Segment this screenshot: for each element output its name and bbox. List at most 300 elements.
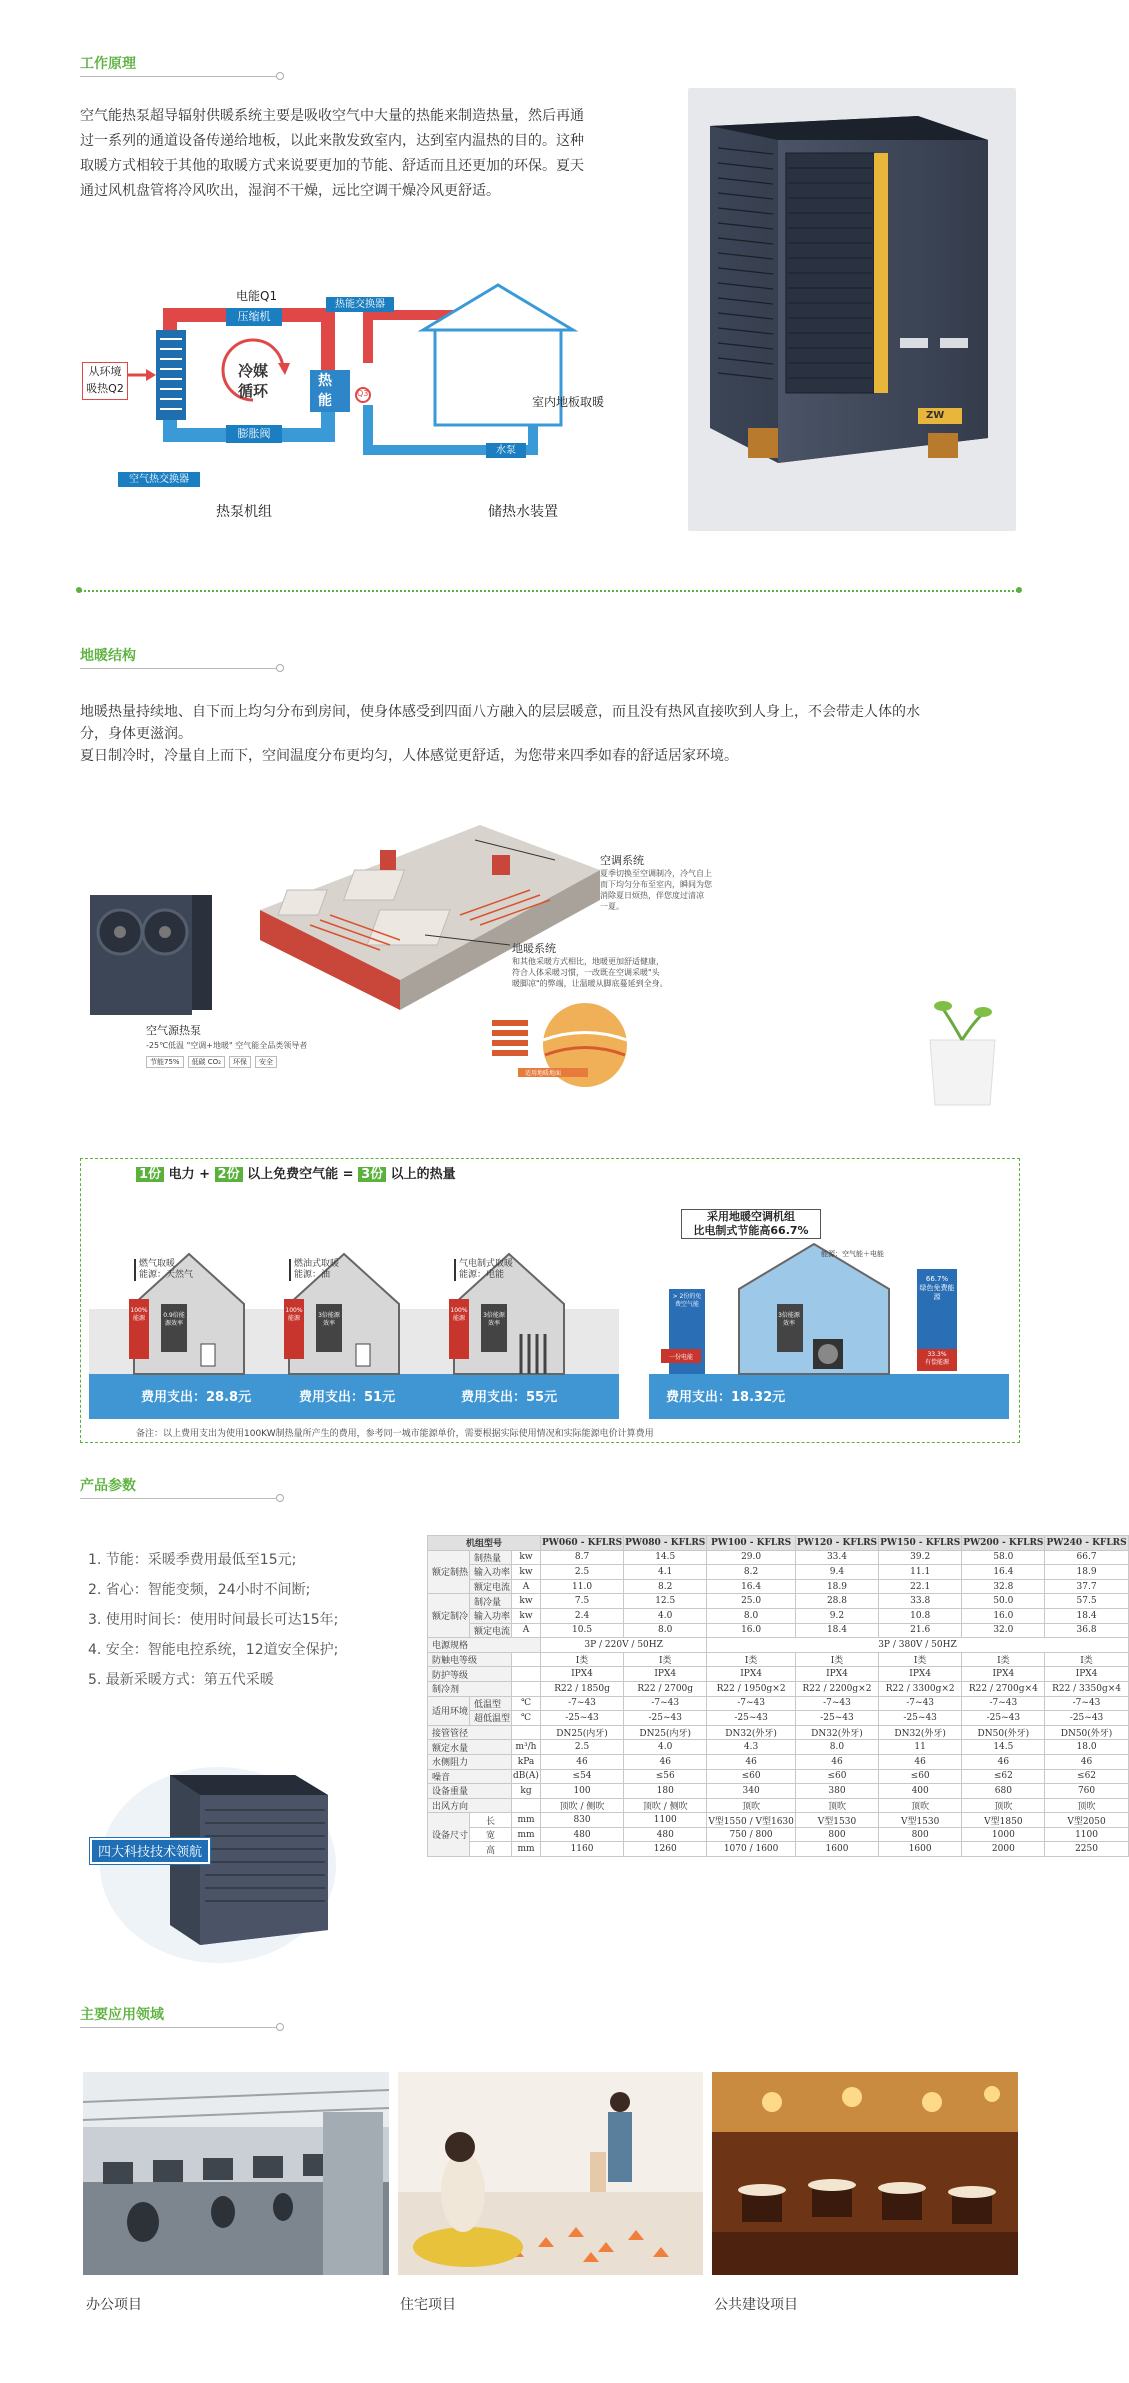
table-cell: 180 bbox=[624, 1784, 707, 1799]
table-cell: -7~43 bbox=[540, 1696, 623, 1711]
table-cell: 顶吹 bbox=[707, 1798, 796, 1813]
badge-safety: 安全 bbox=[255, 1056, 277, 1068]
table-cell: 1600 bbox=[795, 1842, 878, 1857]
table-cell: 33.4 bbox=[795, 1550, 878, 1565]
sub-label: 输入功率 bbox=[470, 1608, 512, 1623]
table-row bbox=[428, 1550, 1129, 1565]
table-cell: 36.8 bbox=[1045, 1623, 1128, 1638]
table-cell: 46 bbox=[707, 1754, 796, 1769]
section-title-params: 产品参数 bbox=[80, 1478, 136, 1494]
header-num-2: 2份 bbox=[215, 1167, 243, 1182]
table-cell: 50.0 bbox=[962, 1594, 1045, 1609]
table-row bbox=[428, 1842, 1129, 1857]
badge-eco: 环保 bbox=[229, 1056, 251, 1068]
table-cell: I类 bbox=[962, 1652, 1045, 1667]
sub-label: 制热量 bbox=[470, 1550, 512, 1565]
office-photo bbox=[83, 2072, 389, 2275]
header-num-3: 3份 bbox=[358, 1167, 386, 1182]
house-2-cost: 费用支出：51元 bbox=[299, 1390, 396, 1405]
table-cell: 760 bbox=[1045, 1784, 1128, 1799]
row-label: 防触电等级 bbox=[428, 1652, 512, 1667]
table-cell: -25~43 bbox=[707, 1711, 796, 1726]
residential-photo bbox=[398, 2072, 703, 2275]
table-cell: IPX4 bbox=[962, 1667, 1045, 1682]
table-cell: V型1550 / V型1630 bbox=[707, 1813, 796, 1828]
table-cell: I类 bbox=[624, 1652, 707, 1667]
section-title-principle: 工作原理 bbox=[80, 56, 136, 72]
table-cell: 4.0 bbox=[624, 1608, 707, 1623]
floor-line: 暖脚凉"的弊端，让温暖从脚底蔓延到全身。 bbox=[512, 979, 668, 988]
principle-paragraph bbox=[80, 104, 660, 204]
pct-paid-label: 有偿能源 bbox=[924, 1359, 949, 1366]
group-label: 适用环境 bbox=[428, 1696, 470, 1725]
callout-title: 采用地暖空调机组 bbox=[707, 1210, 795, 1223]
table-row bbox=[428, 1725, 1129, 1740]
house-3-side: 100%能源 bbox=[450, 1307, 468, 1322]
section-underline bbox=[80, 2027, 276, 2028]
header-text-2: 以上免费空气能 = bbox=[242, 1167, 359, 1182]
table-cell: 830 bbox=[540, 1813, 623, 1828]
heat-pump-unit-image bbox=[688, 88, 1016, 531]
pct-green-label: 绿色免费能源 bbox=[919, 1284, 955, 1301]
product-tech-image bbox=[97, 1755, 336, 1963]
house-1-box: 0.9倍能源效率 bbox=[163, 1312, 185, 1327]
table-cell: 8.7 bbox=[540, 1550, 623, 1565]
table-cell: 22.1 bbox=[879, 1579, 962, 1594]
table-cell: ≤60 bbox=[795, 1769, 878, 1784]
table-row bbox=[428, 1608, 1129, 1623]
floor-line: 和其他采暖方式相比，地暖更加舒适健康， bbox=[512, 957, 664, 966]
table-cell: -25~43 bbox=[1045, 1711, 1128, 1726]
section-underline bbox=[80, 668, 276, 669]
storage-label: 储热水装置 bbox=[488, 504, 558, 520]
pct-green-value: 66.7% bbox=[925, 1275, 949, 1283]
tag-line: 能源：电能 bbox=[459, 1270, 505, 1280]
table-row bbox=[428, 1740, 1129, 1755]
table-row bbox=[428, 1652, 1129, 1667]
para-line: 夏日制冷时，冷量自上而下，空间温度分布更均匀，人体感觉更舒适，为您带来四季如春的舒适居家环境。 bbox=[80, 748, 738, 764]
table-row bbox=[428, 1594, 1129, 1609]
table-cell: 37.7 bbox=[1045, 1579, 1128, 1594]
header-cell: PW100 - KFLRS bbox=[707, 1536, 796, 1551]
para-line: 空气能热泵超导辐射供暖系统主要是吸收空气中大量的热能来制造热量，然后再通 bbox=[80, 108, 584, 124]
ac-line: 夏季切换至空调制冷，冷气自上 bbox=[600, 869, 712, 878]
table-cell: ≤62 bbox=[1045, 1769, 1128, 1784]
section-separator bbox=[80, 590, 1018, 592]
table-cell: 顶吹 / 侧吹 bbox=[540, 1798, 623, 1813]
table-cell: 2.5 bbox=[540, 1565, 623, 1580]
air-source-pump-desc: -25℃低温 "空调+地暖" 空气能全品类领导者 bbox=[146, 1041, 308, 1050]
table-cell: 18.9 bbox=[795, 1579, 878, 1594]
table-cell: 顶吹 / 侧吹 bbox=[624, 1798, 707, 1813]
table-cell: 1600 bbox=[879, 1842, 962, 1857]
table-cell: 28.8 bbox=[795, 1594, 878, 1609]
ac-line: 而下均匀分布至室内，瞬间为您 bbox=[600, 880, 712, 889]
comparison-note: 备注：以上费用支出为使用100KW制热量所产生的费用，参考同一城市能源单价，需要根据实际使用情况和实际能源电价计算费用 bbox=[136, 1429, 654, 1439]
cycle-text: 循环 bbox=[238, 382, 269, 400]
feature-item: 5. 最新采暖方式：第五代采暖 bbox=[88, 1672, 274, 1688]
table-cell: -25~43 bbox=[962, 1711, 1045, 1726]
table-cell: 800 bbox=[795, 1827, 878, 1842]
tech-badge: 四大科技技术领航 bbox=[90, 1838, 210, 1864]
table-cell: DN25(内牙) bbox=[540, 1725, 623, 1740]
section-underline bbox=[80, 1498, 276, 1499]
tag-line: 能源：天然气 bbox=[139, 1270, 194, 1280]
table-cell: 8.2 bbox=[624, 1579, 707, 1594]
feature-item: 4. 安全：智能电控系统，12道安全保护; bbox=[88, 1642, 339, 1658]
table-cell: -25~43 bbox=[879, 1711, 962, 1726]
floor-line: 符合人体采暖习惯，一改既在空调采暖"头 bbox=[512, 968, 660, 977]
table-cell: IPX4 bbox=[795, 1667, 878, 1682]
table-cell: 16.4 bbox=[707, 1579, 796, 1594]
table-cell: V型1850 bbox=[962, 1813, 1045, 1828]
heat-energy-label bbox=[318, 371, 332, 411]
tag-line: 燃油式取暖 bbox=[294, 1259, 340, 1269]
table-cell: V型1530 bbox=[879, 1813, 962, 1828]
sub-label: 低温型 bbox=[470, 1696, 512, 1711]
badge-low-carbon: 低碳 CO₂ bbox=[188, 1056, 225, 1068]
spec-table bbox=[427, 1535, 1129, 1857]
air-source-pump-title: 空气源热泵 bbox=[146, 1024, 201, 1037]
q3-label: Q3 bbox=[357, 389, 369, 398]
table-cell: 8.0 bbox=[795, 1740, 878, 1755]
table-cell: 14.5 bbox=[962, 1740, 1045, 1755]
ac-system-desc bbox=[600, 868, 712, 912]
table-cell: IPX4 bbox=[879, 1667, 962, 1682]
feature-item: 1. 节能：采暖季费用最低至15元; bbox=[88, 1552, 297, 1568]
table-cell: 2000 bbox=[962, 1842, 1045, 1857]
table-cell: 46 bbox=[540, 1754, 623, 1769]
row-label: 额定水量 bbox=[428, 1740, 512, 1755]
table-cell: 1100 bbox=[624, 1813, 707, 1828]
unit-cell: mm bbox=[512, 1842, 541, 1857]
application-office-label: 办公项目 bbox=[86, 2297, 142, 2313]
table-cell: 11.0 bbox=[540, 1579, 623, 1594]
feature-list bbox=[88, 1545, 338, 1695]
table-cell: 顶吹 bbox=[795, 1798, 878, 1813]
table-cell: R22 / 2200g×2 bbox=[795, 1681, 878, 1696]
unit-cell: mm bbox=[512, 1827, 541, 1842]
application-residential-label: 住宅项目 bbox=[400, 2297, 456, 2313]
heat-pump-box: 3倍能源效率 bbox=[778, 1312, 800, 1327]
compressor-label: 压缩机 bbox=[226, 308, 282, 326]
table-cell: 8.2 bbox=[707, 1565, 796, 1580]
row-label: 电源规格 bbox=[428, 1638, 541, 1653]
house-2-side: 100%能源 bbox=[285, 1307, 303, 1322]
pump-label: 水泵 bbox=[486, 443, 526, 458]
from-env-label: 从环境 bbox=[88, 365, 122, 378]
house-2-box: 3倍能源效率 bbox=[318, 1312, 340, 1327]
row-label: 出风方向 bbox=[428, 1798, 512, 1813]
unit-cell bbox=[512, 1681, 541, 1696]
row-label: 防护等级 bbox=[428, 1667, 512, 1682]
table-cell: -7~43 bbox=[962, 1696, 1045, 1711]
sub-label: 输入功率 bbox=[470, 1565, 512, 1580]
group-label: 额定制热 bbox=[428, 1550, 470, 1594]
table-cell: ≤60 bbox=[707, 1769, 796, 1784]
table-cell: 100 bbox=[540, 1784, 623, 1799]
table-cell: 33.8 bbox=[879, 1594, 962, 1609]
table-cell: 32.0 bbox=[962, 1623, 1045, 1638]
table-cell: V型1530 bbox=[795, 1813, 878, 1828]
sub-label: 高 bbox=[470, 1842, 512, 1857]
table-row bbox=[428, 1711, 1129, 1726]
header-cell: PW080 - KFLRS bbox=[624, 1536, 707, 1551]
table-cell: DN32(外牙) bbox=[879, 1725, 962, 1740]
callout-subtitle: 比电制式节能高66.7% bbox=[693, 1224, 809, 1237]
public-building-photo bbox=[712, 2072, 1018, 2275]
table-cell: 1070 / 1600 bbox=[707, 1842, 796, 1857]
table-cell: I类 bbox=[1045, 1652, 1128, 1667]
table-cell: 21.6 bbox=[879, 1623, 962, 1638]
table-cell: 3P / 220V / 50HZ bbox=[540, 1638, 706, 1653]
heat-pump-callout bbox=[681, 1209, 821, 1239]
residential-graphic bbox=[398, 2072, 703, 2275]
feature-item: 2. 省心：智能变频，24小时不间断; bbox=[88, 1582, 311, 1598]
table-cell: 顶吹 bbox=[879, 1798, 962, 1813]
group-label: 额定制冷 bbox=[428, 1594, 470, 1638]
unit-cell bbox=[512, 1652, 541, 1667]
unit-badge: ZW bbox=[926, 410, 945, 421]
table-cell: 9.4 bbox=[795, 1565, 878, 1580]
table-row bbox=[428, 1827, 1129, 1842]
header-text-3: 以上的热量 bbox=[386, 1167, 456, 1182]
table-cell: 57.5 bbox=[1045, 1594, 1128, 1609]
table-row bbox=[428, 1565, 1129, 1580]
from-env-box bbox=[82, 362, 128, 400]
sub-label: 额定电流 bbox=[470, 1623, 512, 1638]
unit-cell bbox=[512, 1725, 541, 1740]
row-label: 接管管径 bbox=[428, 1725, 512, 1740]
refrigerant-cycle-label bbox=[238, 361, 268, 401]
table-cell: IPX4 bbox=[707, 1667, 796, 1682]
table-cell: 16.0 bbox=[962, 1608, 1045, 1623]
table-cell: ≤62 bbox=[962, 1769, 1045, 1784]
floor-system-title: 地暖系统 bbox=[512, 942, 556, 955]
section-title-applications: 主要应用领域 bbox=[80, 2007, 164, 2023]
unit-cell: A bbox=[512, 1579, 541, 1594]
section-title-floor-heating: 地暖结构 bbox=[80, 648, 136, 664]
house-1-cost: 费用支出：28.8元 bbox=[141, 1390, 252, 1405]
table-cell: V型2050 bbox=[1045, 1813, 1128, 1828]
table-cell: 400 bbox=[879, 1784, 962, 1799]
table-cell: 1160 bbox=[540, 1842, 623, 1857]
para-line: 过一系列的通道设备传递给地板，以此来散发致室内，达到室内温热的目的。这种 bbox=[80, 133, 584, 149]
absorb-label: 吸热Q2 bbox=[86, 382, 124, 395]
table-row bbox=[428, 1769, 1129, 1784]
unit-cell: dB(A) bbox=[512, 1769, 541, 1784]
unit-cell: ℃ bbox=[512, 1696, 541, 1711]
unit-cell: kw bbox=[512, 1565, 541, 1580]
table-row bbox=[428, 1623, 1129, 1638]
sub-label: 制冷量 bbox=[470, 1594, 512, 1609]
unit-cell: kw bbox=[512, 1608, 541, 1623]
table-cell: I类 bbox=[795, 1652, 878, 1667]
header-text-1: 电力 + bbox=[164, 1167, 215, 1182]
pct-green bbox=[917, 1275, 957, 1302]
unit-cell: m³/h bbox=[512, 1740, 541, 1755]
section-underline bbox=[80, 76, 276, 77]
indoor-floor-label: 室内地板取暖 bbox=[532, 395, 605, 409]
header-cell: PW240 - KFLRS bbox=[1045, 1536, 1128, 1551]
table-cell: -25~43 bbox=[795, 1711, 878, 1726]
unit-cell: kw bbox=[512, 1550, 541, 1565]
one-power-label: 一份电能 bbox=[668, 1354, 693, 1361]
table-cell: -7~43 bbox=[879, 1696, 962, 1711]
group-label: 设备尺寸 bbox=[428, 1813, 470, 1857]
house-3-tag bbox=[454, 1259, 513, 1281]
para-line: 分，身体更滋润。 bbox=[80, 726, 192, 742]
table-cell: R22 / 3300g×2 bbox=[879, 1681, 962, 1696]
table-cell: DN32(外牙) bbox=[795, 1725, 878, 1740]
sub-label: 超低温型 bbox=[470, 1711, 512, 1726]
table-cell: 8.0 bbox=[624, 1623, 707, 1638]
unit-cell bbox=[512, 1798, 541, 1813]
free-air-label: > 2份的免费空气能 bbox=[672, 1293, 702, 1308]
pct-paid bbox=[917, 1351, 957, 1367]
public-graphic bbox=[712, 2072, 1018, 2275]
table-cell: 1100 bbox=[1045, 1827, 1128, 1842]
house-1-tag bbox=[134, 1259, 193, 1281]
table-cell: 58.0 bbox=[962, 1550, 1045, 1565]
spec-table-wrap bbox=[427, 1535, 1127, 1857]
electric-label: 电能Q1 bbox=[236, 289, 278, 303]
para-line: 通过风机盘管将冷风吹出，湿润不干燥，远比空调干燥冷风更舒适。 bbox=[80, 183, 500, 199]
table-cell: 800 bbox=[879, 1827, 962, 1842]
application-public-label: 公共建设项目 bbox=[714, 2297, 798, 2313]
header-cell: PW120 - KFLRS bbox=[795, 1536, 878, 1551]
table-cell: -7~43 bbox=[707, 1696, 796, 1711]
table-cell: 340 bbox=[707, 1784, 796, 1799]
table-row bbox=[428, 1638, 1129, 1653]
table-cell: 480 bbox=[540, 1827, 623, 1842]
floor-heating-paragraph bbox=[80, 701, 1020, 767]
house-3-cost: 费用支出：55元 bbox=[461, 1390, 558, 1405]
house-3-box: 3倍能源效率 bbox=[483, 1312, 505, 1327]
table-cell: 18.4 bbox=[795, 1623, 878, 1638]
table-cell: 4.1 bbox=[624, 1565, 707, 1580]
table-cell: DN25(内牙) bbox=[624, 1725, 707, 1740]
house-1-side: 100%能源 bbox=[130, 1307, 148, 1322]
table-cell: IPX4 bbox=[624, 1667, 707, 1682]
table-cell: 66.7 bbox=[1045, 1550, 1128, 1565]
table-header-row bbox=[428, 1536, 1129, 1551]
table-cell: 18.4 bbox=[1045, 1608, 1128, 1623]
unit-cell: kw bbox=[512, 1594, 541, 1609]
tag-line: 气电制式取暖 bbox=[459, 1259, 514, 1269]
header-cell: 机组型号 bbox=[428, 1536, 541, 1551]
table-cell: 25.0 bbox=[707, 1594, 796, 1609]
unit-cell: ℃ bbox=[512, 1711, 541, 1726]
sub-label: 额定电流 bbox=[470, 1579, 512, 1594]
table-cell: 7.5 bbox=[540, 1594, 623, 1609]
table-cell: 680 bbox=[962, 1784, 1045, 1799]
table-cell: 2250 bbox=[1045, 1842, 1128, 1857]
table-row bbox=[428, 1798, 1129, 1813]
table-cell: I类 bbox=[540, 1652, 623, 1667]
row-label: 水侧阻力 bbox=[428, 1754, 512, 1769]
table-row bbox=[428, 1813, 1129, 1828]
table-cell: 顶吹 bbox=[1045, 1798, 1128, 1813]
table-cell: 10.5 bbox=[540, 1623, 623, 1638]
row-label: 设备重量 bbox=[428, 1784, 512, 1799]
table-cell: 46 bbox=[795, 1754, 878, 1769]
table-cell: 16.4 bbox=[962, 1565, 1045, 1580]
heat-pump-cost: 费用支出：18.32元 bbox=[666, 1390, 786, 1405]
table-cell: DN50(外牙) bbox=[962, 1725, 1045, 1740]
table-cell: -7~43 bbox=[624, 1696, 707, 1711]
table-cell: 46 bbox=[1045, 1754, 1128, 1769]
refrigerant-text: 冷媒 bbox=[238, 362, 269, 380]
heat-pump-diagram bbox=[78, 275, 678, 530]
table-cell: 16.0 bbox=[707, 1623, 796, 1638]
house-2-tag bbox=[289, 1259, 339, 1281]
table-cell: R22 / 1850g bbox=[540, 1681, 623, 1696]
row-label: 噪音 bbox=[428, 1769, 512, 1784]
tag-line: 燃气取暖 bbox=[139, 1259, 176, 1269]
table-cell: 3P / 380V / 50HZ bbox=[707, 1638, 1128, 1653]
table-cell: 9.2 bbox=[795, 1608, 878, 1623]
table-cell: 29.0 bbox=[707, 1550, 796, 1565]
table-cell: 4.0 bbox=[624, 1740, 707, 1755]
unit-cell: mm bbox=[512, 1813, 541, 1828]
table-row bbox=[428, 1681, 1129, 1696]
tag-line: 能源：油 bbox=[294, 1270, 331, 1280]
unit-cell: kg bbox=[512, 1784, 541, 1799]
table-cell: -7~43 bbox=[1045, 1696, 1128, 1711]
floor-heating-illustration bbox=[80, 800, 1020, 1130]
table-cell: R22 / 3350g×4 bbox=[1045, 1681, 1128, 1696]
ac-line: 消除夏日烦热，伴您度过清凉 bbox=[600, 891, 704, 900]
table-cell: IPX4 bbox=[540, 1667, 623, 1682]
spec-table-body bbox=[428, 1550, 1129, 1856]
layer-caption: 适用地暖地面 bbox=[525, 1070, 562, 1077]
office-graphic bbox=[83, 2072, 389, 2275]
table-cell: ≤56 bbox=[624, 1769, 707, 1784]
table-row bbox=[428, 1667, 1129, 1682]
table-cell: R22 / 2700g bbox=[624, 1681, 707, 1696]
table-cell: R22 / 1950g×2 bbox=[707, 1681, 796, 1696]
pct-paid-value: 33.3% bbox=[927, 1351, 947, 1358]
table-cell: 2.5 bbox=[540, 1740, 623, 1755]
header-cell: PW200 - KFLRS bbox=[962, 1536, 1045, 1551]
header-num-1: 1份 bbox=[136, 1167, 164, 1182]
table-cell: 1000 bbox=[962, 1827, 1045, 1842]
table-cell: 8.0 bbox=[707, 1608, 796, 1623]
para-line: 取暖方式相较于其他的取暖方式来说要更加的节能、舒适而且还更加的环保。夏天 bbox=[80, 158, 584, 174]
unit-cell: A bbox=[512, 1623, 541, 1638]
table-cell: IPX4 bbox=[1045, 1667, 1128, 1682]
badge-energy-saving: 节能75% bbox=[146, 1056, 184, 1068]
table-cell: 46 bbox=[879, 1754, 962, 1769]
heat-pump-energy: 能源：空气能＋电能 bbox=[821, 1250, 884, 1258]
comparison-header bbox=[136, 1163, 456, 1182]
table-cell: 39.2 bbox=[879, 1550, 962, 1565]
table-cell: DN32(外牙) bbox=[707, 1725, 796, 1740]
pump-badges bbox=[146, 1056, 277, 1068]
table-row bbox=[428, 1696, 1129, 1711]
para-line: 地暖热量持续地、自下而上均匀分布到房间，使身体感受到四面八方融入的层层暖意，而且没有热风直接吹到人身上，不会带走人体的水 bbox=[80, 704, 920, 720]
header-cell: PW150 - KFLRS bbox=[879, 1536, 962, 1551]
table-cell: 11 bbox=[879, 1740, 962, 1755]
table-cell: 11.1 bbox=[879, 1565, 962, 1580]
energy-comparison-panel bbox=[80, 1158, 1020, 1443]
table-cell: ≤60 bbox=[879, 1769, 962, 1784]
unit-cell bbox=[512, 1667, 541, 1682]
table-cell: 32.8 bbox=[962, 1579, 1045, 1594]
table-cell: 顶吹 bbox=[962, 1798, 1045, 1813]
table-cell: R22 / 2700g×4 bbox=[962, 1681, 1045, 1696]
